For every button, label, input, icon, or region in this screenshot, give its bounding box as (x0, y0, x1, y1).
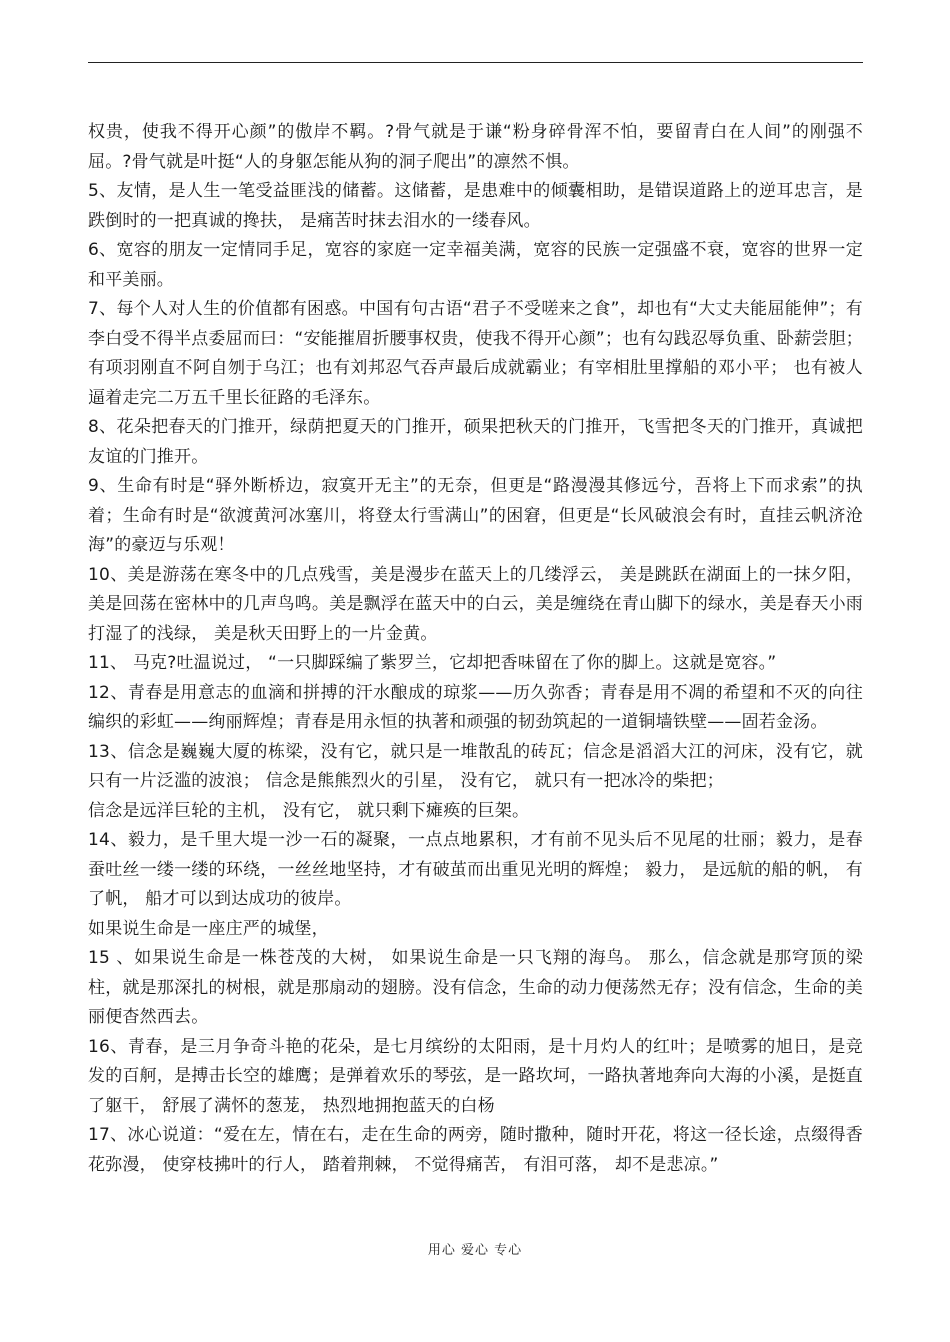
paragraph: 12、青春是用意志的血滴和拼搏的汗水酿成的琼浆——历久弥香；青春是用不凋的希望和不灭的向往编织的彩虹——绚丽辉煌；青春是用永恒的执著和顽强的韧劲筑起的一道铜墙铁壁——固若金汤。 (88, 682, 863, 732)
paragraph: 15 、如果说生命是一株苍茂的大树， 如果说生命是一只飞翔的海鸟。 那么，信念就是那穹顶的梁柱，就是那深扎的树根，就是那扇动的翅膀。没有信念，生命的动力便荡然无存；没有信念，生命的美丽便杳然西去。 (88, 948, 863, 1027)
paragraph: 13、信念是巍巍大厦的栋梁，没有它，就只是一堆散乱的砖瓦；信念是滔滔大江的河床，没有它，就只有一片泛滥的波浪； 信念是熊熊烈火的引星， 没有它， 就只有一把冰冷的柴把； (88, 741, 863, 791)
paragraph: 7、每个人对人生的价值都有困惑。中国有句古语“君子不受嗟来之食”，却也有“大丈夫能屈能伸”；有李白受不得半点委屈而曰：“安能摧眉折腰事权贵，使我不得开心颜”；也有勾践忍辱负重、卧薪尝胆；有项羽刚直不阿自刎于乌江；也有刘邦忍气吞声最后成就霸业；有宰相肚里撑船的邓小平； 也有被人逼着走完二万五千里长征路的毛泽东。 (88, 299, 863, 408)
paragraph: 5、友情，是人生一笔受益匪浅的储蓄。这储蓄，是患难中的倾囊相助，是错误道路上的逆耳忠言，是跌倒时的一把真诚的搀扶， 是痛苦时抹去泪水的一缕春风。 (88, 181, 863, 231)
paragraph: 11、 马克?吐温说过， “一只脚踩编了紫罗兰，它却把香味留在了你的脚上。这就是宽容。” (88, 653, 777, 673)
paragraph: 信念是远洋巨轮的主机， 没有它， 就只剩下瘫痪的巨架。 (88, 800, 530, 821)
paragraph: 10、美是游荡在寒冬中的几点残雪，美是漫步在蓝天上的几缕浮云， 美是跳跃在湖面上的一抹夕阳，美是回荡在密林中的几声鸟鸣。美是飘浮在蓝天中的白云，美是缠绕在青山脚下的绿水，美是春天小雨打湿了的浅绿， 美是秋天田野上的一片金黄。 (88, 564, 863, 644)
paragraph: 如果说生命是一座庄严的城堡， (88, 918, 329, 939)
paragraph: 17、冰心说道：“爱在左，情在右，走在生命的两旁，随时撒种，随时开花，将这一径长途，点缀得香花弥漫， 使穿枝拂叶的行人， 踏着荆棘， 不觉得痛苦， 有泪可落， 却不是悲凉。” (88, 1125, 863, 1175)
paragraph: 9、生命有时是“驿外断桥边，寂寞开无主”的无奈，但更是“路漫漫其修远兮，吾将上下而求索”的执着；生命有时是“欲渡黄河冰塞川，将登太行雪满山”的困窘，但更是“长风破浪会有时，直挂云帆济沧海”的豪迈与乐观！ (88, 476, 863, 555)
paragraph: 6、宽容的朋友一定情同手足，宽容的家庭一定幸福美满，宽容的民族一定强盛不衰，宽容的世界一定和平美丽。 (88, 240, 863, 290)
paragraph: 16、青春，是三月争奇斗艳的花朵，是七月缤纷的太阳雨，是十月灼人的红叶；是喷雾的旭日，是竞发的百舸，是搏击长空的雄鹰；是弹着欢乐的琴弦，是一路坎坷，一路执著地奔向大海的小溪，是挺直了躯干， 舒展了满怀的葱茏， 热烈地拥抱蓝天的白杨 (88, 1036, 863, 1116)
header-rule (88, 62, 863, 63)
paragraph: 14、毅力，是千里大堤一沙一石的凝聚，一点点地累积，才有前不见头后不见尾的壮丽；毅力，是春蚕吐丝一缕一缕的环绕，一丝丝地坚持，才有破茧而出重见光明的辉煌； 毅力， 是远航的船的帆， 有了帆， 船才可以到达成功的彼岸。 (88, 830, 863, 909)
document-body (88, 118, 863, 1180)
paragraph: 权贵，使我不得开心颜”的傲岸不羁。?骨气就是于谦“粉身碎骨浑不怕，要留青白在人间”的刚强不屈。?骨气就是叶挺“人的身躯怎能从狗的洞子爬出”的凛然不惧。 (88, 122, 863, 172)
paragraph: 8、花朵把春天的门推开，绿荫把夏天的门推开，硕果把秋天的门推开，飞雪把冬天的门推开，真诚把友谊的门推开。 (88, 417, 863, 467)
page-footer: 用心 爱心 专心 (427, 1243, 523, 1258)
